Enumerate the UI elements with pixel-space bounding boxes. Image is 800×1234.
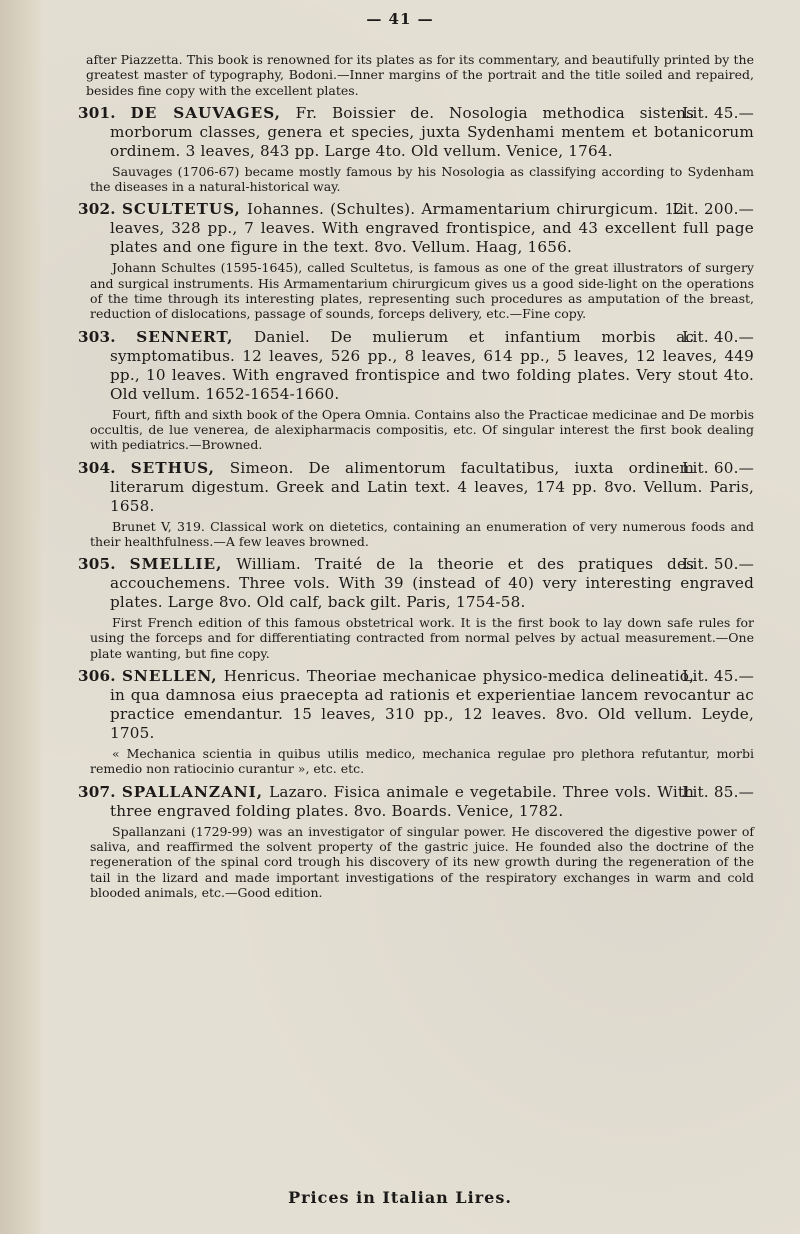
- entry-note: Spallanzani (1729-99) was an investigator of singular power. He discovered the digestive power of saliva, and reaffirmed the solvent property of the gastric juice. He founded also the doctrine of the regeneration of the spinal cord trough his discovery of its new growth during the regeneration of the tail in the lizard and made important investigations of the respiratory exchanges in warm and cold blooded animals, etc.—Good edition.: [90, 823, 754, 900]
- entry-author: SCULTETUS,: [121, 200, 241, 219]
- continued-note: after Piazzetta. This book is renowned for its plates as for its commentary, and beautifully printed by the greatest master of typography, Bodoni.—Inner margins of the portrait and the title soiled and repaired, besides fine copy with the excellent plates.: [86, 52, 754, 98]
- entry-number: 301.: [78, 103, 116, 122]
- entry-note: Brunet V, 319. Classical work on dietetics, containing an enumeration of very numerous foods and their healthfulness.—A few leaves browned.: [90, 518, 754, 549]
- entry-heading: [78, 104, 754, 161]
- entry-note: Johann Schultes (1595-1645), called Scultetus, is famous as one of the great illustrators of surgery and surgical instruments. His Armamentarium chirurgicum gives us a good side-light on the operations of the time through its interesting plates, representing such procedures as amputation of the breast, reduction of dislocations, passage of sounds, forceps delivery, etc.—Fine copy.: [90, 260, 754, 322]
- page-edge-shadow: [0, 0, 44, 1234]
- entry-author: SPALLANZANI,: [121, 782, 264, 801]
- entry-price: Lit. 45.—: [682, 103, 754, 122]
- entry-number: 303.: [78, 327, 116, 346]
- catalogue-entry-301: [78, 104, 754, 195]
- entry-author: SETHUS,: [130, 458, 215, 477]
- entry-title: Lazaro. Fisica animale e vegetabile. Three vols. With three engraved folding plates. 8vo. Boards. Venice, 1782.: [110, 782, 695, 820]
- catalogue-entry-302: [78, 200, 754, 321]
- entry-number: 307.: [78, 782, 116, 801]
- entry-heading: [78, 200, 754, 257]
- catalogue-content: [78, 52, 754, 900]
- entry-title: William. Traité de la theorie et des pratiques des accouchemens. Three vols. With 39 (instead of 40) very interesting engraved plates. Large 8vo. Old calf, back gilt. Paris, 1754-58.: [110, 555, 754, 612]
- page-number: — 41 —: [366, 10, 434, 28]
- entry-number: 305.: [78, 555, 116, 574]
- entry-number: 306.: [78, 667, 116, 686]
- entry-author: DE SAUVAGES,: [130, 103, 281, 122]
- entry-number: 302.: [78, 200, 116, 219]
- entry-title: Iohannes. (Schultes). Armamentarium chirurgicum. 12 leaves, 328 pp., 7 leaves. With engraved frontispice, and 43 excellent full page plates and one figure in the text. 8vo. Vellum. Haag, 1656.: [110, 200, 754, 257]
- entry-author: SMELLIE,: [129, 555, 223, 574]
- entry-price: Lit. 50.—: [682, 555, 754, 574]
- entry-heading: [78, 667, 754, 743]
- catalogue-entry-304: [78, 459, 754, 550]
- catalogue-entry-303: [78, 328, 754, 453]
- entry-title: Fr. Boissier de. Nosologia methodica sistens morborum classes, genera et species, juxta Sydenhami mentem et botanicorum ordinem. 3 leaves, 843 pp. Large 4to. Old vellum. Venice, 1764.: [110, 103, 754, 160]
- entry-price: Lit. 85.—: [682, 782, 754, 801]
- entry-title: Simeon. De alimentorum facultatibus, iuxta ordinem literarum digestum. Greek and Latin text. 4 leaves, 174 pp. 8vo. Vellum. Paris, 1658.: [110, 458, 754, 515]
- catalogue-entry-307: [78, 783, 754, 900]
- entry-note: Fourt, fifth and sixth book of the Opera Omnia. Contains also the Practicae medicinae and De morbis occultis, de lue venerea, de alexipharmacis compositis, etc. Of singular interest the first book dealing with pediatrics.—Browned.: [90, 406, 754, 453]
- entry-number: 304.: [78, 458, 116, 477]
- entry-price: Lit. 60.—: [682, 458, 754, 477]
- entry-price: Lit. 45.—: [682, 667, 754, 686]
- entry-price: Lit. 40.—: [682, 327, 754, 346]
- entry-author: SNELLEN,: [121, 667, 218, 686]
- entry-price: Lit. 200.—: [672, 200, 754, 219]
- entry-heading: [78, 328, 754, 404]
- entry-note: Sauvages (1706-67) became mostly famous by his Nosologia as classifying according to Sydenham the diseases in a natural-historical way.: [90, 163, 754, 195]
- catalogue-entry-306: [78, 667, 754, 777]
- entry-heading: [78, 459, 754, 516]
- entry-author: SENNERT,: [136, 327, 234, 346]
- price-currency-footer: Prices in Italian Lires.: [288, 1188, 512, 1207]
- entry-title: Daniel. De mulierum et infantium morbis ac symptomatibus. 12 leaves, 526 pp., 8 leaves, 614 pp., 5 leaves, 12 leaves, 449 pp., 10 leaves. With engraved frontispice and two folding plates. Very stout 4to. Old vellum. 1652-1654-1660.: [110, 327, 754, 403]
- entry-title: Henricus. Theoriae mechanicae physico-medica delineatio, in qua damnosa eius praecepta ad rationis et experientiae lancem revocantur ac practice emendantur. 15 leaves, 310 pp., 12 leaves. 8vo. Old vellum. Leyde, 1705.: [110, 667, 754, 743]
- entry-heading: [78, 555, 754, 612]
- entry-note: « Mechanica scientia in quibus utilis medico, mechanica regulae pro plethora refutantur, morbi remedio non ratiocinio curantur », etc. etc.: [90, 746, 754, 777]
- entry-note: First French edition of this famous obstetrical work. It is the first book to lay down safe rules for using the forceps and for differentiating contracted from normal pelves by actual measurement.—One plate wanting, but fine copy.: [90, 615, 754, 661]
- entry-heading: [78, 783, 754, 821]
- catalogue-entry-305: [78, 555, 754, 661]
